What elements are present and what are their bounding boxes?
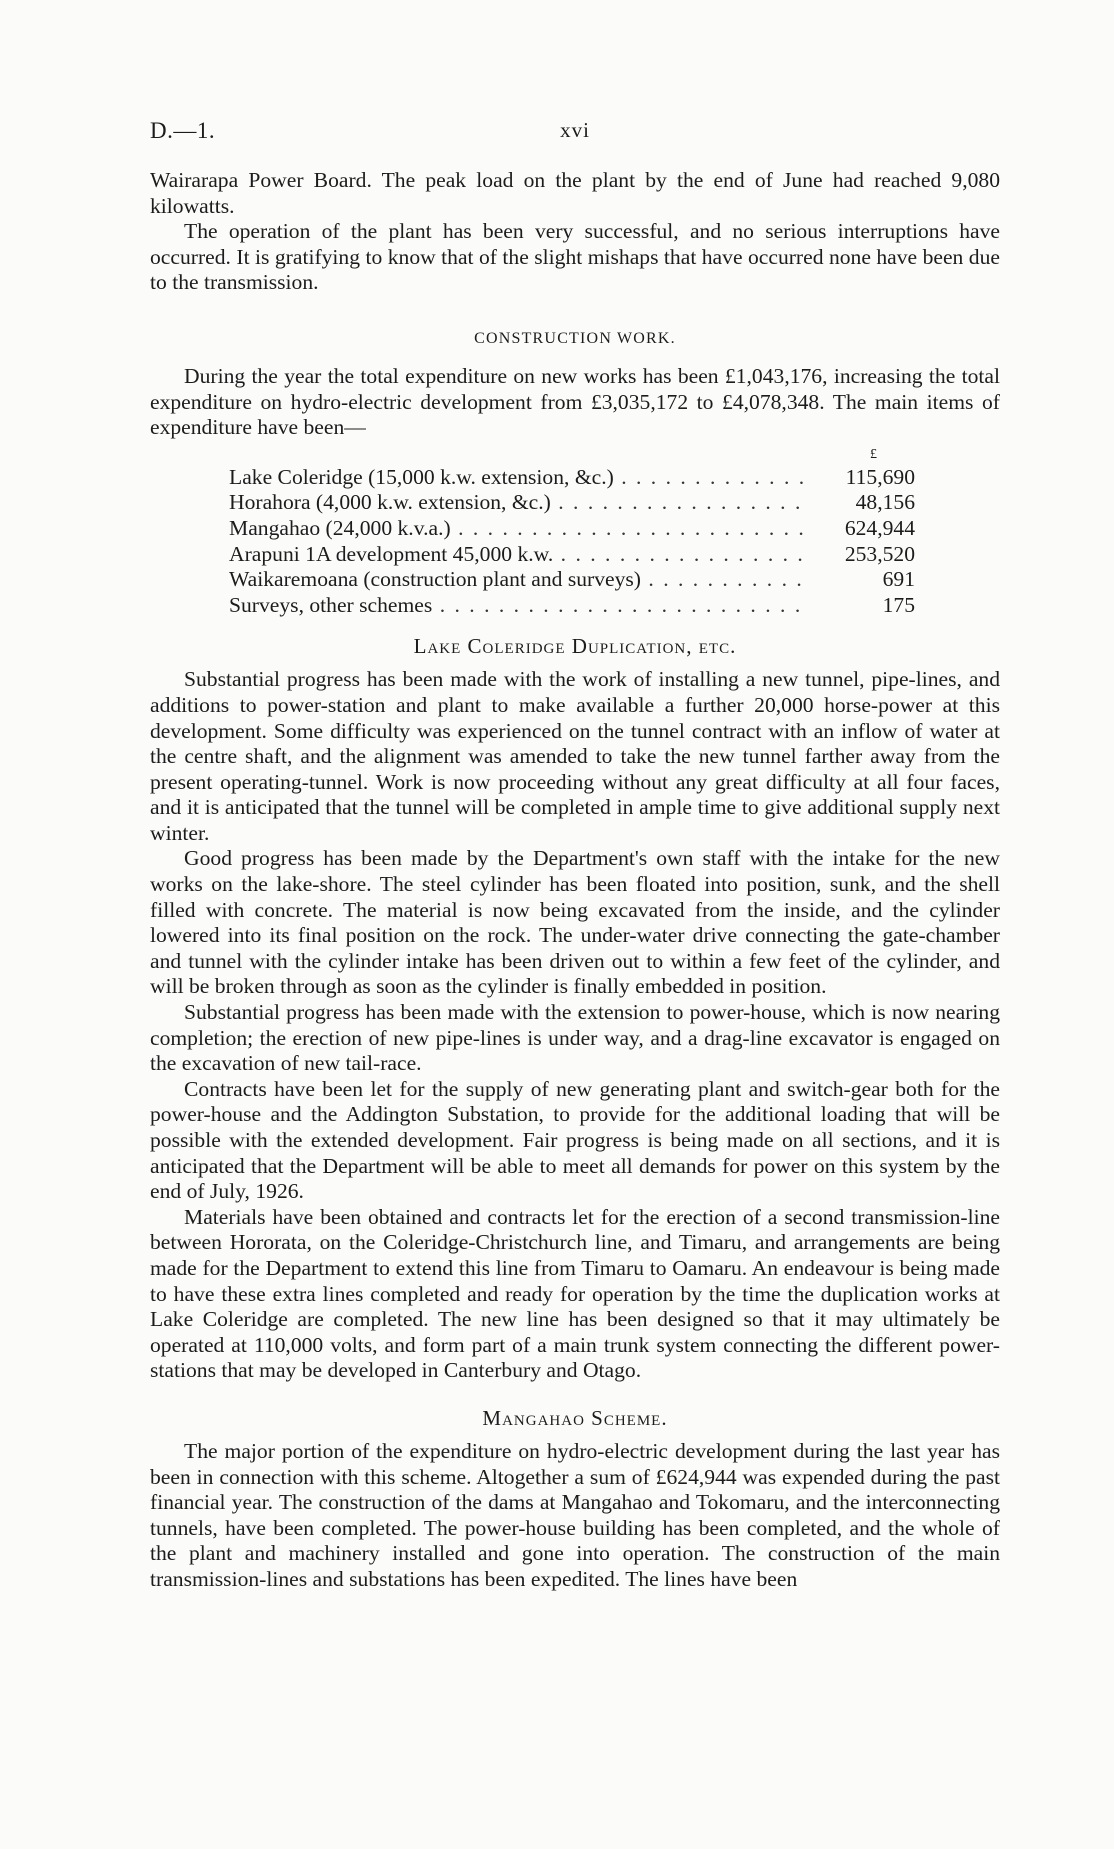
expenditure-row — [229, 516, 915, 542]
lake-coleridge-paragraph: Good progress has been made by the Department's own staff with the intake for the new works on the lake-shore. The steel cylinder has been floated into position, sunk, and the shell filled with concrete. The material is now being excavated from the inside, and the cylinder lowered into its final position on the rock. The under-water drive connecting the gate-chamber and tunnel with the cylinder intake has been driven out to within a few feet of the cylinder, and will be broken through as soon as the cylinder is finally embedded in position. — [150, 846, 1000, 999]
section-heading-mangahao-scheme: Mangahao Scheme. — [482, 1405, 668, 1430]
currency-unit: £ — [870, 446, 877, 462]
expenditure-row — [229, 567, 915, 593]
page-header — [150, 118, 1000, 148]
expenditure-item-label: Waikaremoana (construction plant and surveys) . . — [229, 567, 805, 593]
intro-paragraph-continued: Wairarapa Power Board. The peak load on the plant by the end of June had reached 9,080 kilowatts. — [150, 168, 1000, 218]
expenditure-item-label: Lake Coleridge (15,000 k.w. extension, &c.) . . — [229, 465, 805, 491]
expenditure-row — [229, 542, 915, 568]
document-reference: D.—1. — [150, 118, 216, 143]
expenditure-item-amount: 175 — [882, 592, 915, 617]
lake-coleridge-paragraph: Materials have been obtained and contracts let for the erection of a second transmission-line between Hororata, on the Coleridge-Christchurch line, and Timaru, and arrangements are being made for the Department to extend this line from Timaru to Oamaru. An endeavour is being made to have these extra lines completed and ready for operation by the time the duplication works at Lake Coleridge are completed. The new line has been designed so that it may ultimately be operated at 110,000 volts, and form part of a main trunk system connecting the different power-stations that may be developed in Canterbury and Otago. — [150, 1204, 1000, 1383]
expenditure-item-label: Surveys, other schemes . . — [229, 593, 805, 619]
lake-coleridge-paragraph: Contracts have been let for the supply of new generating plant and switch-gear both for the power-house and the Addington Substation, to provide for the additional loading that will be possible with the extended development. Fair progress is being made on all sections, and it is anticipated that the Department will be able to meet all demands for power on this system by the end of July, 1926. — [150, 1076, 1000, 1204]
expenditure-row — [229, 490, 915, 516]
intro-paragraph: The operation of the plant has been very successful, and no serious interruptions have occurred. It is gratifying to know that of the slight mishaps that have occurred none have been due to the transmission. — [150, 219, 1000, 295]
expenditure-table — [229, 447, 915, 619]
lake-coleridge-paragraph: Substantial progress has been made with the extension to power-house, which is now nearing completion; the erection of new pipe-lines is under way, and a drag-line excavator is engaged on the excavation of new tail-race. — [150, 1000, 1000, 1076]
expenditure-row — [229, 593, 915, 619]
expenditure-item-amount: 115,690 — [845, 464, 915, 489]
expenditure-item-label: Arapuni 1A development 45,000 k.w. . . — [229, 542, 805, 568]
expenditure-item-amount: 691 — [882, 567, 915, 592]
expenditure-item-label: Horahora (4,000 k.w. extension, &c.) . . — [229, 490, 805, 516]
expenditure-item-label: Mangahao (24,000 k.v.a.) . . — [229, 516, 805, 542]
construction-paragraph: During the year the total expenditure on new works has been £1,043,176, increasing the total expenditure on hydro-electric development from £3,035,172 to £4,078,348. The main items of expenditure have been— — [150, 363, 1000, 440]
mangahao-paragraph: The major portion of the expenditure on hydro-electric development during the last year has been in connection with this scheme. Altogether a sum of £624,944 was expended during the past financial year. The construction of the dams at Mangahao and Tokomaru, and the interconnecting tunnels, have been completed. The power-house building has been completed, and the whole of the plant and machinery installed and gone into operation. The construction of the main transmission-lines and substations has been expedited. The lines have been — [150, 1438, 1000, 1591]
section-heading-construction-work: CONSTRUCTION WORK. — [474, 329, 676, 347]
expenditure-item-amount: 48,156 — [855, 490, 915, 515]
page-number: xvi — [560, 118, 590, 142]
lake-coleridge-paragraph: Substantial progress has been made with the work of installing a new tunnel, pipe-lines, and additions to power-station and plant to make available a further 20,000 horse-power at this development. Some difficulty was experienced on the tunnel contract with an inflow of water at the centre shaft, and the alignment was amended to take the new tunnel farther away from the present operating-tunnel. Work is now proceeding without any great difficulty at all four faces, and it is anticipated that the tunnel will be completed in ample time to give additional supply next winter. — [150, 667, 1000, 845]
expenditure-item-amount: 253,520 — [844, 541, 915, 566]
page-body — [150, 168, 1000, 1593]
section-heading-lake-coleridge: Lake Coleridge Duplication, etc. — [413, 634, 737, 659]
expenditure-item-amount: 624,944 — [844, 515, 915, 540]
expenditure-row — [229, 465, 915, 491]
